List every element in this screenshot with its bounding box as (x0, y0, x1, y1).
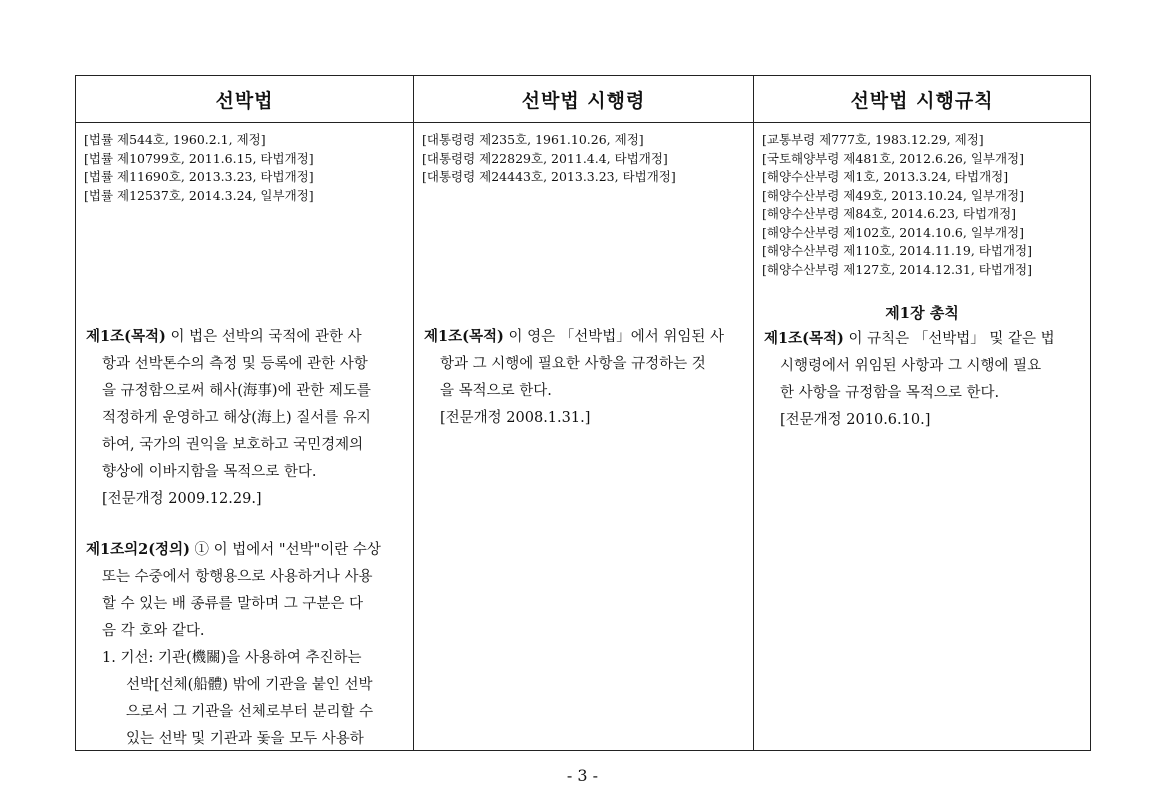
article-line: 이 영은 「선박법」에서 위임된 사 (503, 329, 724, 345)
article-line: 을 목적으로 한다. (440, 383, 552, 399)
article-line: ① 이 법에서 "선박"이란 수상 (189, 542, 381, 558)
page-number: - 3 - (566, 766, 599, 785)
article-line: 이 규칙은 「선박법」 및 같은 법 (843, 331, 1055, 347)
article-line: 향상에 이바지함을 목적으로 한다. (102, 464, 317, 480)
column-act (76, 76, 414, 750)
history-line: [대통령령 제235호, 1961.10.26, 제정] (422, 132, 644, 147)
revision-note: [전문개정 2010.6.10.] (780, 412, 931, 428)
history-line: [해양수산부령 제49호, 2013.10.24, 일부개정] (762, 187, 1024, 203)
history-line: [대통령령 제24443호, 2013.3.23, 타법개정] (422, 169, 676, 184)
article-line: 항과 그 시행에 필요한 사항을 규정하는 것 (440, 356, 706, 372)
article-line: 을 규정함으로써 해사(海事)에 관한 제도를 (102, 383, 371, 399)
history-line: [해양수산부령 제84호, 2014.6.23, 타법개정] (762, 206, 1017, 221)
article-line: 하여, 국가의 권익을 보호하고 국민경제의 (102, 437, 364, 453)
history-line: [해양수산부령 제1호, 2013.3.24, 타법개정] (762, 169, 1009, 184)
column-rules (754, 76, 1090, 750)
column-header-rules: 선박법 시행규칙 (754, 76, 1090, 123)
article-1-2 (86, 536, 403, 753)
article-1 (764, 325, 1080, 434)
history-line: [국토해양부령 제481호, 2012.6.26, 일부개정] (762, 150, 1024, 166)
history-line: [법률 제11690호, 2013.3.23, 타법개정] (84, 169, 314, 184)
article-line: 또는 수중에서 항행용으로 사용하거나 사용 (102, 569, 373, 585)
amendment-history (84, 131, 314, 205)
column-decree (414, 76, 754, 750)
item-line: 선박[선체(船體) 밖에 기관을 붙인 선박 (126, 677, 373, 693)
article-line: 적정하게 운영하고 해상(海上) 질서를 유지 (102, 410, 371, 426)
comparison-table (75, 75, 1091, 751)
history-line: [법률 제10799호, 2011.6.15, 타법개정] (84, 150, 314, 166)
history-line: [법률 제12537호, 2014.3.24, 일부개정] (84, 187, 314, 203)
history-line: [대통령령 제22829호, 2011.4.4, 타법개정] (422, 150, 668, 166)
article-line: 음 각 호와 같다. (102, 623, 205, 639)
history-line: [교통부령 제777호, 1983.12.29, 제정] (762, 132, 984, 147)
article-title: 제1조(목적) (424, 328, 504, 345)
article-1 (86, 323, 403, 513)
article-line: 항과 선박톤수의 측정 및 등록에 관한 사항 (102, 356, 368, 372)
article-title: 제1조(목적) (764, 330, 844, 347)
chapter-heading: 제1장 총칙 (885, 304, 959, 322)
article-line: 할 수 있는 배 종류를 말하며 그 구분은 다 (102, 596, 363, 612)
article-line: 이 법은 선박의 국적에 관한 사 (165, 329, 362, 345)
item-line: 있는 선박 및 기관과 돛을 모두 사용하 (126, 731, 364, 747)
article-title: 제1조(목적) (86, 328, 166, 345)
item-line: 1. 기선: 기관(機關)을 사용하여 추진하는 (102, 650, 362, 666)
article-1 (424, 323, 743, 432)
history-line: [법률 제544호, 1960.2.1, 제정] (84, 132, 266, 147)
item-line: 으로서 그 기관을 선체로부터 분리할 수 (126, 704, 374, 720)
revision-note: [전문개정 2009.12.29.] (102, 491, 262, 507)
amendment-history (762, 131, 1032, 279)
article-title: 제1조의2(정의) (86, 541, 190, 558)
column-header-act: 선박법 (76, 76, 413, 123)
column-header-decree: 선박법 시행령 (414, 76, 753, 123)
revision-note: [전문개정 2008.1.31.] (440, 410, 591, 426)
amendment-history (422, 131, 676, 187)
article-line: 한 사항을 규정함을 목적으로 한다. (780, 385, 1000, 401)
history-line: [해양수산부령 제127호, 2014.12.31, 타법개정] (762, 261, 1032, 277)
history-line: [해양수산부령 제102호, 2014.10.6, 일부개정] (762, 224, 1024, 240)
history-line: [해양수산부령 제110호, 2014.11.19, 타법개정] (762, 243, 1032, 258)
article-line: 시행령에서 위임된 사항과 그 시행에 필요 (780, 358, 1042, 374)
